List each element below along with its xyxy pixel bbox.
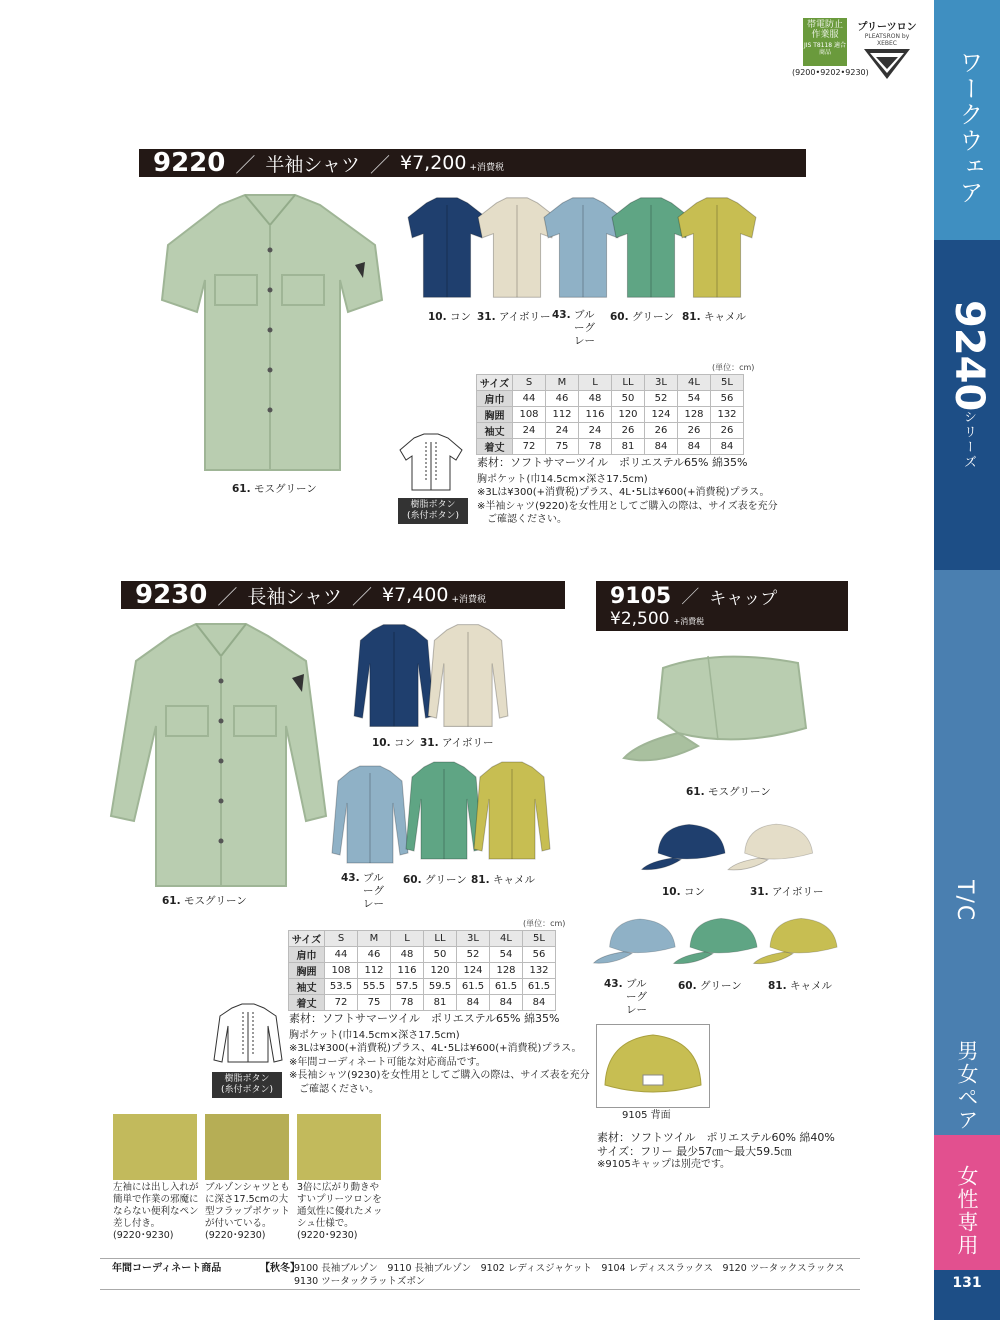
note-line: ※長袖シャツ(9230)を女性用としてご購入の際は、サイズ表を充分 [289, 1070, 590, 1081]
table-header-row [289, 931, 556, 947]
material-9220 [477, 456, 778, 527]
material-9105 [597, 1131, 835, 1172]
color-variant-label [750, 884, 824, 899]
product-name: 長袖シャツ [247, 585, 342, 608]
color-variant-label [768, 978, 832, 993]
color-variant-label [471, 872, 535, 887]
separator: ／ [217, 584, 238, 609]
table-cell: 116 [579, 407, 612, 423]
color-num: 60. [403, 874, 422, 886]
color-variant-image [352, 620, 436, 730]
note-line: 胸ポケット(巾14.5cm×深さ17.5cm) [477, 473, 648, 485]
table-cell: S [325, 931, 358, 947]
table-cell: 4L [678, 375, 711, 391]
table-cell: 52 [645, 391, 678, 407]
table-cell: 120 [424, 963, 457, 979]
detail-caption-text: 3倍に広がり動きやすいプリーツロンを通気性に優れたメッシュ仕様で。 [297, 1182, 383, 1229]
color-name: アイボリー [498, 311, 551, 323]
long-sleeve-shirt-main-image [96, 616, 336, 891]
color-name: モスグリーン [253, 483, 317, 495]
color-name: キャメル [789, 980, 832, 992]
table-cell: 61.5 [490, 979, 523, 995]
color-name: キャメル [703, 311, 746, 323]
color-variant-image [330, 760, 410, 868]
detail-caption-text: ブルゾンシャツともに深さ17.5cmの大型フラップポケットが付いている。 [205, 1182, 290, 1229]
antistatic-badge [803, 18, 847, 66]
table-cell: 112 [358, 963, 391, 979]
badge-text: 帯電防止作業服 [806, 20, 843, 40]
detail-caption [113, 1182, 201, 1242]
cap-back-caption: 9105 背面 [622, 1110, 671, 1121]
table-cell: 84 [490, 995, 523, 1011]
cap-back-image [597, 1025, 709, 1107]
table-row [477, 439, 744, 455]
long-shirt-diagram-icon [210, 1002, 286, 1066]
color-name: ブルーグレー [625, 978, 647, 1016]
color-name: モスグリーン [183, 895, 247, 907]
sidebar-women: 女性専用 [955, 1165, 979, 1257]
table-cell: 24 [513, 423, 546, 439]
cap-note: ※9105キャップは別売です。 [597, 1159, 731, 1170]
color-name: ブルーグレー [573, 309, 595, 347]
detail-caption [297, 1182, 385, 1242]
table-cell: 26 [645, 423, 678, 439]
color-num: 60. [678, 980, 697, 992]
page-number: 131 [952, 1275, 982, 1291]
table-cell: 124 [457, 963, 490, 979]
note-line: ※3Lは¥300(+消費税)プラス、4L･5Lは¥600(+消費税)プラス。 [289, 1043, 582, 1054]
shirt-diagram-icon [396, 432, 466, 494]
cap-main-image [618, 648, 818, 778]
color-variant-image [676, 188, 758, 306]
table-cell: 116 [391, 963, 424, 979]
size-table-9220 [476, 374, 744, 455]
color-variant-image [640, 820, 730, 878]
color-variant-image [426, 620, 510, 730]
table-cell: 50 [612, 391, 645, 407]
product-name: 半袖シャツ [265, 153, 360, 176]
table-cell: 4L [490, 931, 523, 947]
table-cell: 72 [325, 995, 358, 1011]
sidebar [934, 0, 1000, 1320]
table-cell: 54 [678, 391, 711, 407]
table-cell: 84 [645, 439, 678, 455]
button-label-text: 樹脂ボタン (糸付ボタン) [406, 500, 460, 521]
color-name: キャメル [492, 874, 535, 886]
table-cell: 26 [612, 423, 645, 439]
table-cell: 56 [711, 391, 744, 407]
table-cell: 48 [579, 391, 612, 407]
color-variant-label [552, 309, 598, 348]
color-variant-label [372, 735, 415, 750]
color-num: 60. [610, 311, 629, 323]
button-label-text: 樹脂ボタン (糸付ボタン) [220, 1074, 274, 1095]
coordinate-season: 【秋冬】 [260, 1263, 300, 1274]
table-cell: 132 [711, 407, 744, 423]
row-label-cell: 胸囲 [477, 407, 513, 423]
table-cell: 120 [612, 407, 645, 423]
table-cell: L [391, 931, 424, 947]
table-cell: 50 [424, 947, 457, 963]
unit-label: (単位：cm) [712, 363, 755, 372]
row-label-cell: 肩巾 [289, 947, 325, 963]
cap-title-row [610, 583, 848, 609]
row-label-cell: 着丈 [477, 439, 513, 455]
table-cell: 128 [678, 407, 711, 423]
note-line: ご確認ください。 [477, 514, 567, 525]
table-cell: 128 [490, 963, 523, 979]
table-cell: 84 [711, 439, 744, 455]
color-name: グリーン [631, 311, 674, 323]
color-variant-image [726, 820, 818, 878]
detail-caption-text: 左袖には出し入れが簡単で作業の邪魔にならない便利なペン差し付き。 [113, 1182, 199, 1229]
table-cell: 53.5 [325, 979, 358, 995]
table-cell: 26 [678, 423, 711, 439]
notes-9220 [477, 473, 778, 527]
table-cell: 3L [457, 931, 490, 947]
title-bar-9230 [121, 581, 565, 609]
table-cell: 81 [424, 995, 457, 1011]
table-cell: M [546, 375, 579, 391]
logo-text: プリーツロン [857, 22, 917, 33]
color-num: 10. [428, 311, 447, 323]
sidebar-category: ワークウェア [955, 50, 983, 206]
product-code: 9105 [610, 583, 672, 609]
note-line: ※3Lは¥300(+消費税)プラス、4L･5Lは¥600(+消費税)プラス。 [477, 487, 770, 498]
table-cell: S [513, 375, 546, 391]
tax-label: +消費税 [469, 162, 505, 173]
sidebar-material: T/C [952, 880, 977, 923]
table-cell: 26 [711, 423, 744, 439]
table-cell: 44 [325, 947, 358, 963]
color-num: 31. [750, 886, 769, 898]
table-cell: 84 [457, 995, 490, 1011]
table-cell: LL [612, 375, 645, 391]
model-codes: (9200•9202•9230) [792, 68, 869, 77]
color-name: グリーン [424, 874, 467, 886]
product-price: ¥7,200 [400, 152, 467, 174]
color-variant-label [604, 978, 650, 1017]
button-label [398, 498, 468, 524]
separator: ／ [235, 152, 256, 177]
note-line: 胸ポケット(巾14.5cm×深さ17.5cm) [289, 1029, 460, 1041]
notes-9230 [289, 1029, 590, 1097]
table-row [477, 407, 744, 423]
color-num: 31. [420, 737, 439, 749]
separator: ／ [681, 587, 700, 608]
note-line: ※半袖シャツ(9220)を女性用としてご購入の際は、サイズ表を充分 [477, 500, 778, 512]
row-label-cell: 袖丈 [477, 423, 513, 439]
sidebar-pair: 男女ペア [955, 1040, 979, 1132]
row-label-cell: 胸囲 [289, 963, 325, 979]
badge-jis: JIS T8118 適合商品 [803, 42, 847, 56]
product-code: 9220 [153, 148, 226, 178]
table-cell: 108 [513, 407, 546, 423]
color-num: 43. [341, 872, 360, 884]
color-variant-label [420, 735, 494, 750]
logo-sub: PLEATSRON by XEBEC [864, 33, 910, 47]
material-text: 素材：ソフトサマーツイル ポリエステル65% 綿35% [477, 456, 748, 469]
material-text: 素材：ソフトツイル ポリエステル60% 綿40% [597, 1131, 835, 1144]
note-line: ※年間コーディネート可能な対応商品です。 [289, 1056, 486, 1068]
note-line: ご確認ください。 [289, 1083, 379, 1095]
table-cell: 3L [645, 375, 678, 391]
separator: ／ [352, 584, 372, 609]
color-num: 43. [552, 309, 571, 321]
color-variant-image [752, 914, 842, 972]
table-cell: 55.5 [358, 979, 391, 995]
color-variant-label [682, 309, 746, 324]
table-cell: 56 [523, 947, 556, 963]
color-variant-label [477, 309, 551, 324]
table-cell: 81 [612, 439, 645, 455]
color-name: アイボリー [771, 886, 824, 898]
main-color-label [686, 784, 771, 799]
product-price: ¥2,500 [610, 609, 670, 629]
coordinate-label: 年間コーディネート商品 [112, 1263, 222, 1274]
color-num: 10. [662, 886, 681, 898]
color-variant-label [610, 309, 674, 324]
color-name: モスグリーン [707, 786, 771, 798]
detail-caption-codes: (9220･9230) [205, 1230, 266, 1241]
row-label-cell: 肩巾 [477, 391, 513, 407]
material-9230 [289, 1012, 590, 1096]
row-label-cell: サイズ [477, 375, 513, 391]
tax-label: +消費税 [673, 616, 705, 626]
coordinate-footer [100, 1258, 860, 1290]
table-cell: 112 [546, 407, 579, 423]
color-variant-label [403, 872, 467, 887]
table-cell: 5L [523, 931, 556, 947]
detail-photo [205, 1114, 289, 1180]
sidebar-series-label: シリーズ [961, 410, 976, 470]
row-label-cell: 袖丈 [289, 979, 325, 995]
coordinate-line2: 9130 ツータックラットズボン [294, 1276, 426, 1287]
color-variant-image [472, 756, 552, 864]
table-cell: 61.5 [457, 979, 490, 995]
color-name: ブルーグレー [362, 872, 384, 910]
title-bar-9220 [139, 149, 806, 177]
color-num: 31. [477, 311, 496, 323]
row-label-cell: サイズ [289, 931, 325, 947]
table-row [289, 979, 556, 995]
color-name: アイボリー [441, 737, 494, 749]
size-table-9230 [288, 930, 556, 1011]
table-cell: 132 [523, 963, 556, 979]
table-cell: M [358, 931, 391, 947]
color-num: 81. [682, 311, 701, 323]
title-bar-9105 [596, 581, 848, 631]
table-cell: 84 [678, 439, 711, 455]
button-label [212, 1072, 282, 1098]
table-row [477, 391, 744, 407]
cap-back-image-frame [596, 1024, 710, 1108]
cap-price-row [610, 609, 848, 629]
table-header-row [477, 375, 744, 391]
table-cell: 75 [358, 995, 391, 1011]
table-cell: 44 [513, 391, 546, 407]
detail-caption-codes: (9220･9230) [297, 1230, 358, 1241]
table-cell: 78 [391, 995, 424, 1011]
table-cell: 84 [523, 995, 556, 1011]
table-cell: 75 [546, 439, 579, 455]
material-text: 素材：ソフトサマーツイル ポリエステル65% 綿35% [289, 1012, 560, 1025]
product-name: キャップ [709, 588, 778, 609]
table-cell: 61.5 [523, 979, 556, 995]
table-cell: 52 [457, 947, 490, 963]
color-num: 81. [768, 980, 787, 992]
table-cell: 46 [358, 947, 391, 963]
product-price: ¥7,400 [382, 584, 449, 606]
coordinate-line1: 9100 長袖ブルゾン 9110 長袖ブルゾン 9102 レディスジャケット 9104 レディススラックス 9120 ツータックスラックス [294, 1263, 845, 1274]
table-row [289, 947, 556, 963]
color-variant-label [678, 978, 742, 993]
color-variant-image [672, 914, 762, 972]
color-num: 61. [162, 895, 181, 907]
unit-label: (単位：cm) [523, 919, 566, 928]
table-cell: 72 [513, 439, 546, 455]
table-row [477, 423, 744, 439]
sidebar-series-num: 9240 [946, 300, 992, 412]
separator: ／ [370, 152, 390, 177]
table-cell: 48 [391, 947, 424, 963]
color-name: コン [683, 886, 705, 898]
detail-photo [113, 1114, 197, 1180]
table-cell: 24 [579, 423, 612, 439]
color-name: グリーン [699, 980, 742, 992]
main-color-label [232, 481, 317, 496]
size-text: サイズ：フリー 最少57㎝～最大59.5㎝ [597, 1144, 792, 1158]
table-cell: 46 [546, 391, 579, 407]
table-cell: 108 [325, 963, 358, 979]
row-label-cell: 着丈 [289, 995, 325, 1011]
color-num: 43. [604, 978, 623, 990]
table-cell: LL [424, 931, 457, 947]
color-variant-label [662, 884, 705, 899]
detail-caption [205, 1182, 293, 1242]
short-sleeve-shirt-main-image [150, 190, 390, 475]
color-num: 61. [686, 786, 705, 798]
table-cell: 78 [579, 439, 612, 455]
table-row [289, 995, 556, 1011]
color-variant-image [592, 914, 680, 972]
table-cell: 124 [645, 407, 678, 423]
color-name: コン [393, 737, 415, 749]
color-num: 61. [232, 483, 251, 495]
color-variant-label [428, 309, 471, 324]
detail-caption-codes: (9220･9230) [113, 1230, 174, 1241]
product-code: 9230 [135, 580, 208, 610]
detail-photo [297, 1114, 381, 1180]
table-cell: 24 [546, 423, 579, 439]
color-variant-label [341, 872, 387, 911]
table-row [289, 963, 556, 979]
table-cell: 57.5 [391, 979, 424, 995]
table-cell: 54 [490, 947, 523, 963]
color-name: コン [449, 311, 471, 323]
table-cell: L [579, 375, 612, 391]
tax-label: +消費税 [451, 594, 487, 605]
table-cell: 5L [711, 375, 744, 391]
color-num: 81. [471, 874, 490, 886]
main-color-label [162, 893, 247, 908]
table-cell: 59.5 [424, 979, 457, 995]
color-num: 10. [372, 737, 391, 749]
